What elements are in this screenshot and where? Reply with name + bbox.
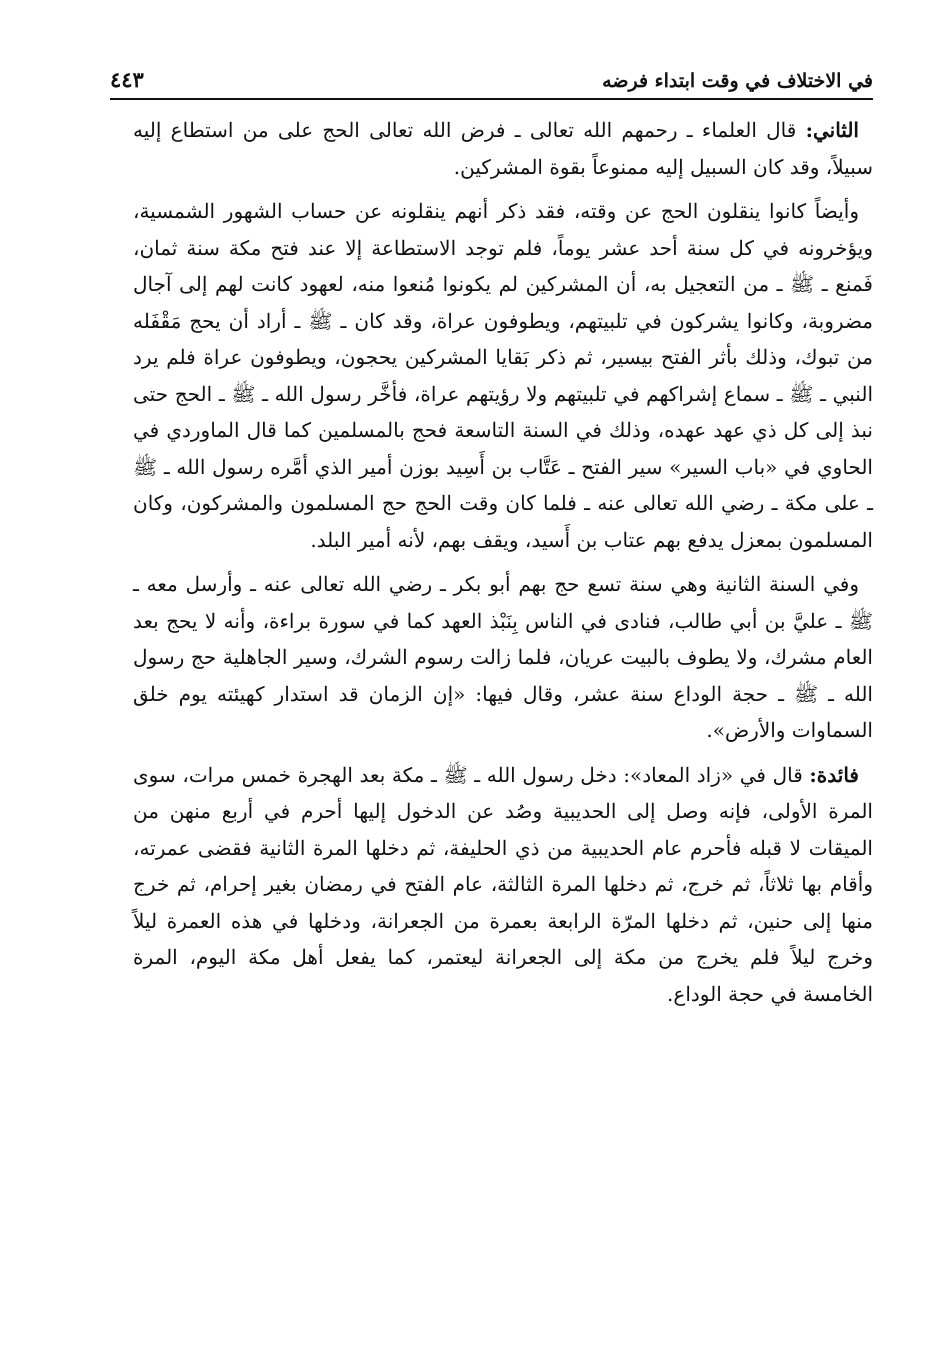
paragraph-text: قال في «زاد المعاد»: دخل رسول الله ـ ﷺ ـ مكة بعد الهجرة خمس مرات، سوى المرة الأولى، فإنه وصل إلى الحديبية وصُد عن الدخول إليها أحرم في أربع منهن من الميقات لا قبله فأحرم عام الحديبية من ذي الحليفة، ثم دخلها المرة الثانية فقضى عمرته، وأقام بها ثلاثاً، ثم خرج، ثم دخلها المرة الثالثة، عام الفتح في رمضان بغير إحرام، ثم خرج منها إلى حنين، ثم دخلها المرّة الرابعة بعمرة من الجعرانة، ودخلها في هذه العمرة ليلاً وخرج ليلاً فلم يخرج من مكة إلى الجعرانة ليعتمر، كما يفعل أهل مكة اليوم، المرة الخامسة في حجة الوداع. <box>133 762 873 1006</box>
paragraph-text: قال العلماء ـ رحمهم الله تعالى ـ فرض الله تعالى الحج على من استطاع إليه سبيلاً، وقد كان السبيل إليه ممنوعاً بقوة المشركين. <box>133 118 873 179</box>
running-header <box>110 58 873 100</box>
paragraph <box>133 193 873 558</box>
paragraph <box>133 566 873 749</box>
header-title: في الاختلاف في وقت ابتداء فرضه <box>602 70 873 92</box>
body-text <box>133 112 873 1020</box>
page-number: ٤٤٣ <box>110 67 144 92</box>
paragraph-lead: الثاني: <box>805 118 859 142</box>
paragraph-text: وفي السنة الثانية وهي سنة تسع حج بهم أبو بكر ـ رضي الله تعالى عنه ـ وأرسل معه ـ ﷺ ـ عليَّ بن أبي طالب، فنادى في الناس بِنَبْذ العهد كما في سورة براءة، وأنه لا يحج بعد العام مشرك، ولا يطوف بالبيت عريان، فلما زالت رسوم الشرك، وسير الجاهلية حج رسول الله ـ ﷺ ـ حجة الوداع سنة عشر، وقال فيها: «إن الزمان قد استدار كهيئته يوم خلق السماوات والأرض». <box>133 572 873 742</box>
paragraph <box>133 757 873 1013</box>
paragraph-text: وأيضاً كانوا ينقلون الحج عن وقته، فقد ذكر أنهم ينقلونه عن حساب الشهور الشمسية، ويؤخرونه في كل سنة أحد عشر يوماً، فلم توجد الاستطاعة إلا عند فتح مكة سنة ثمان، فَمنع ـ ﷺ ـ من التعجيل به، أن المشركين لم يكونوا مُنعوا منه، لعهود كانت لهم إلى آجال مضروبة، وكانوا يشركون في تلبيتهم، ويطوفون عراة، وقد كان ـ ﷺ ـ أراد أن يحج مَقْفَله من تبوك، وذلك بأثر الفتح بيسير، ثم ذكر بَقايا المشركين يحجون، ويطوفون عراة فلم يرد النبي ـ ﷺ ـ سماع إشراكهم في تلبيتهم ولا رؤيتهم عراة، فأخَّر رسول الله ـ ﷺ ـ الحج حتى نبذ إلى كل ذي عهد عهده، وذلك في السنة التاسعة فحج بالمسلمين كما قال الماوردي في الحاوي في «باب السير» سير الفتح ـ عَتَّاب بن أَسِيد بوزن أمير الذي أمَّره رسول الله ـ ﷺ ـ على مكة ـ رضي الله تعالى عنه ـ فلما كان وقت الحج حج المسلمون والمشركون، وكان المسلمون بمعزل يدفع بهم عتاب بن أَسيد، ويقف بهم، لأنه أمير البلد. <box>133 199 873 552</box>
paragraph-lead: فائدة: <box>809 762 859 787</box>
paragraph <box>133 112 873 185</box>
